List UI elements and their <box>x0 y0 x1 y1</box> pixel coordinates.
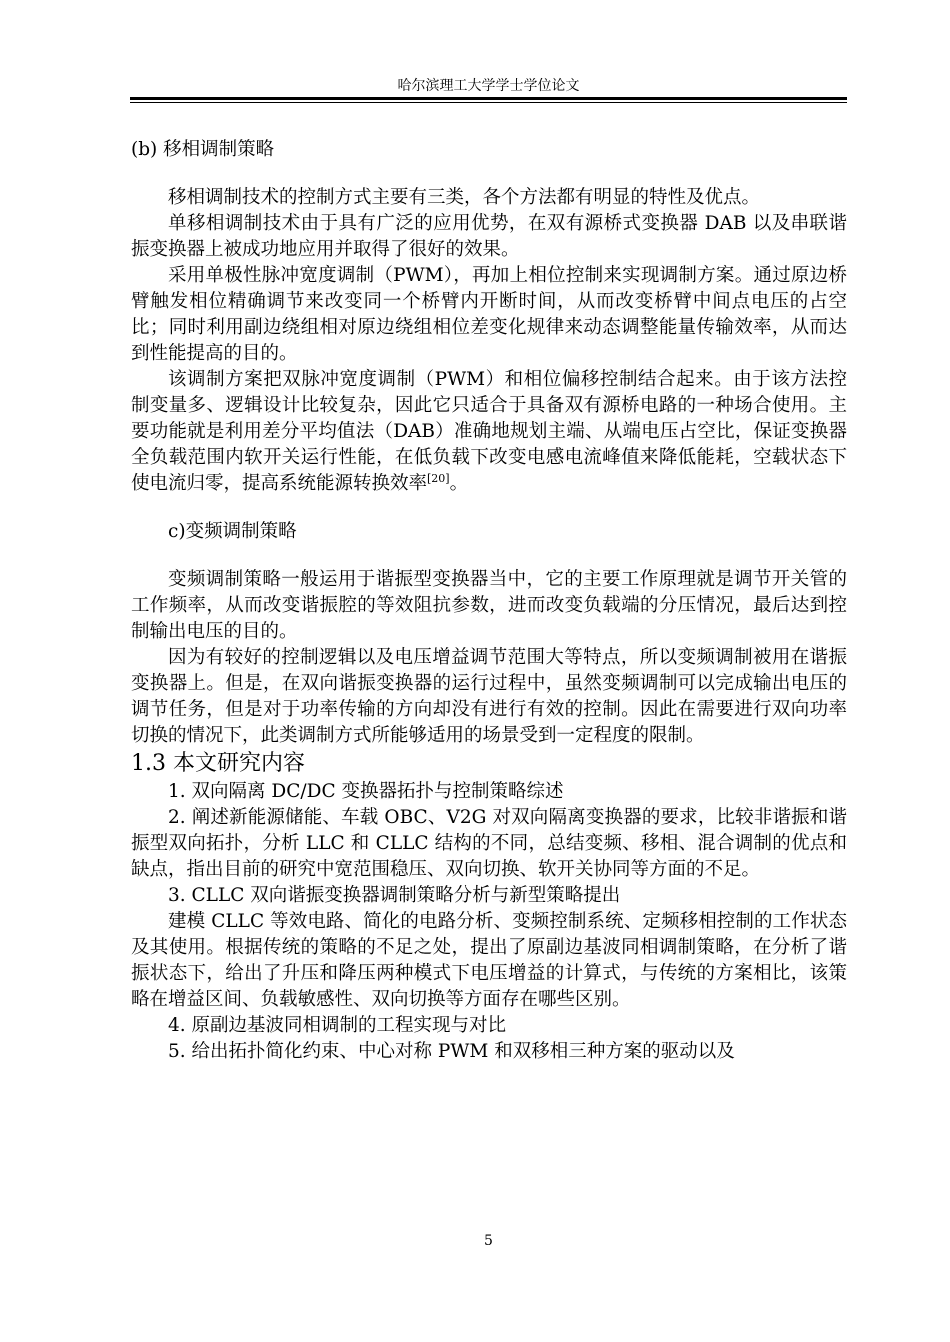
paragraph: 变频调制策略一般运用于谐振型变换器当中，它的主要工作原理就是调节开关管的工作频率，从而改变谐振腔的等效阻抗参数，进而改变负载端的分压情况，最后达到控制输出电压的目的。 <box>131 569 847 642</box>
paragraph: 因为有较好的控制逻辑以及电压增益调节范围大等特点，所以变频调制被用在谐振变换器上。但是，在双向谐振变换器的运行过程中，虽然变频调制可以完成输出电压的调节任务，但是对于功率传输的方向却没有进行有效的控制。因此在需要进行双向功率切换的情况下，此类调制方式所能够适用的场景受到一定程度的限制。 <box>131 647 847 746</box>
spacer <box>131 545 847 567</box>
header-rule-thin <box>130 102 847 103</box>
paragraph-text: 该调制方案把双脉冲宽度调制（PWM）和相位偏移控制结合起来。由于该方法控制变量多、逻辑设计比较复杂，因此它只适合于具备双有源桥电路的一种场合使用。主要功能就是利用差分平均值法（DAB）准确地规划主端、从端电压占空比，保证变换器全负载范围内软开关运行性能，在低负载下改变电感电流峰值来降低能耗，空载状态下使电流归零，提高系统能源转换效率 <box>131 369 847 494</box>
paragraph: 移相调制技术的控制方式主要有三类，各个方法都有明显的特性及优点。 <box>168 187 761 208</box>
paragraph: 采用单极性脉冲宽度调制（PWM），再加上相位控制来实现调制方案。通过原边桥臂触发相位精确调节来改变同一个桥臂内开断时间，从而改变桥臂中间点电压的占空比；同时利用副边绕组相对原边绕组相位差变化规律来动态调整能量传输效率，从而达到性能提高的目的。 <box>131 265 847 364</box>
page-number: 5 <box>484 1233 493 1249</box>
list-item: 1. 双向隔离 DC/DC 变换器拓扑与控制策略综述 <box>168 781 564 802</box>
subsection-b-heading: (b) 移相调制策略 <box>131 139 275 160</box>
list-item: 4. 原副边基波同相调制的工程实现与对比 <box>168 1015 507 1036</box>
citation-ref: [20] <box>427 472 450 485</box>
spacer <box>131 163 847 185</box>
paragraph: 建模 CLLC 等效电路、简化的电路分析、变频控制系统、定频移相控制的工作状态及其使用。根据传统的策略的不足之处，提出了原副边基波同相调制策略，在分析了谐振状态下，给出了升压和降压两种模式下电压增益的计算式，与传统的方案相比，该策略在增益区间、负载敏感性、双向切换等方面存在哪些区别。 <box>131 911 847 1010</box>
header-rule-thick <box>130 97 847 100</box>
section-title: 1.3 本文研究内容 <box>131 751 305 776</box>
paragraph: 单移相调制技术由于具有广泛的应用优势，在双有源桥式变换器 DAB 以及串联谐振变换器上被成功地应用并取得了很好的效果。 <box>131 213 847 260</box>
list-item: 5. 给出拓扑简化约束、中心对称 PWM 和双移相三种方案的驱动以及 <box>168 1041 735 1062</box>
paragraph-end: 。 <box>449 473 469 494</box>
subsection-c-heading: c)变频调制策略 <box>168 521 297 542</box>
paragraph-with-citation <box>131 367 847 497</box>
list-item: 2. 阐述新能源储能、车载 OBC、V2G 对双向隔离变换器的要求，比较非谐振和谐振型双向拓扑，分析 LLC 和 CLLC 结构的不同，总结变频、移相、混合调制的优点和缺点，指出目前的研究中宽范围稳压、双向切换、软开关协同等方面的不足。 <box>131 807 847 880</box>
running-header: 哈尔滨理工大学学士学位论文 <box>397 78 580 94</box>
spacer <box>131 497 847 519</box>
page-body <box>131 137 847 1065</box>
list-item: 3. CLLC 双向谐振变换器调制策略分析与新型策略提出 <box>168 885 621 906</box>
